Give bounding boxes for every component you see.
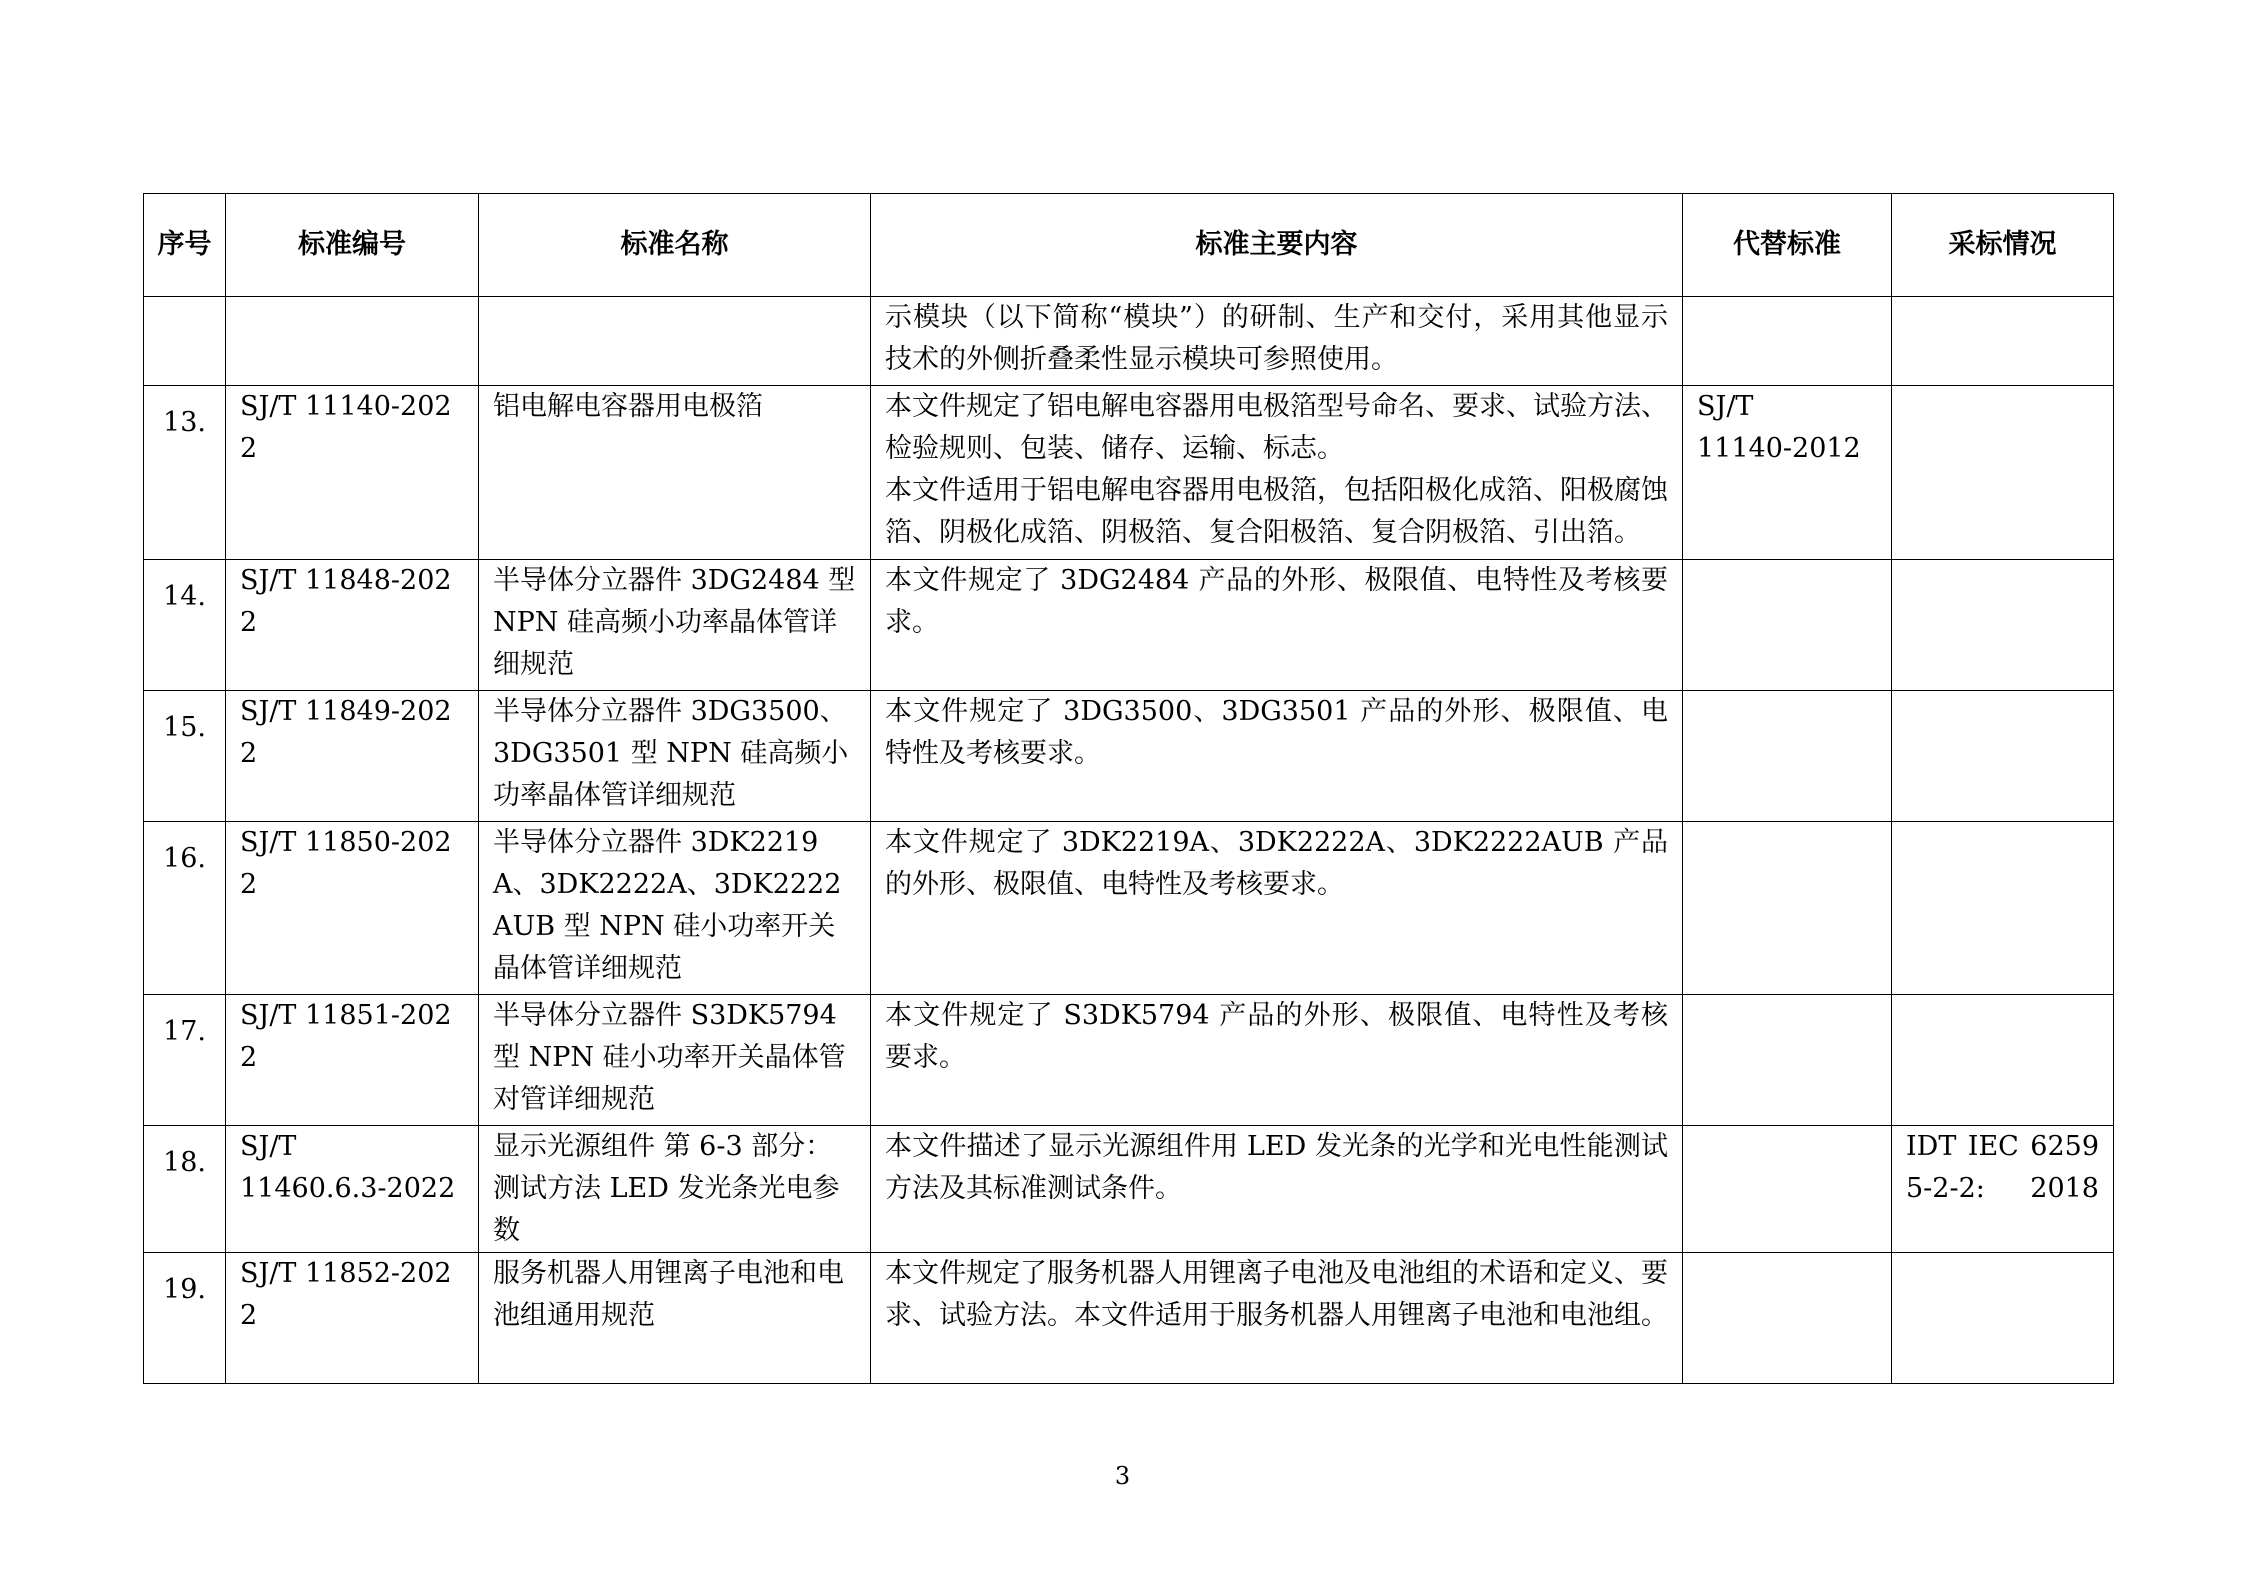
cell-replaces [1683,1253,1892,1384]
table-header-row [144,194,2114,297]
table-row [144,386,2114,560]
cell-name: 半导体分立器件 S3DK5794 型 NPN 硅小功率开关晶体管对管详细规范 [479,995,871,1126]
header-content: 标准主要内容 [871,194,1683,297]
cell-adoption [1892,1253,2114,1384]
standards-table [143,193,2114,1384]
cell-seq: 17. [144,995,226,1126]
cell-code: SJ/T 11460.6.3-2022 [226,1126,479,1253]
cell-seq: 19. [144,1253,226,1384]
cell-code [226,297,479,386]
cell-name: 显示光源组件 第 6-3 部分：测试方法 LED 发光条光电参数 [479,1126,871,1253]
cell-code: SJ/T 11851-2022 [226,995,479,1126]
cell-adoption [1892,297,2114,386]
cell-code: SJ/T 11848-2022 [226,560,479,691]
header-code: 标准编号 [226,194,479,297]
cell-seq: 15. [144,691,226,822]
cell-content: 本文件规定了 S3DK5794 产品的外形、极限值、电特性及考核要求。 [871,995,1683,1126]
cell-adoption [1892,386,2114,560]
page-number: 3 [1114,1462,1131,1490]
table-row [144,822,2114,995]
cell-name: 铝电解电容器用电极箔 [479,386,871,560]
cell-code: SJ/T 11140-2022 [226,386,479,560]
header-seq: 序号 [144,194,226,297]
cell-replaces: SJ/T 11140-2012 [1683,386,1892,560]
cell-replaces [1683,995,1892,1126]
cell-content: 本文件规定了铝电解电容器用电极箔型号命名、要求、试验方法、检验规则、包装、储存、运输、标志。 本文件适用于铝电解电容器用电极箔，包括阳极化成箔、阳极腐蚀箔、阴极化成箔、阴极箔、复合阳极箔、复合阴极箔、引出箔。 [871,386,1683,560]
cell-replaces [1683,691,1892,822]
cell-code: SJ/T 11849-2022 [226,691,479,822]
cell-seq [144,297,226,386]
cell-replaces [1683,1126,1892,1253]
cell-content: 本文件规定了 3DK2219A、3DK2222A、3DK2222AUB 产品的外形、极限值、电特性及考核要求。 [871,822,1683,995]
cell-replaces [1683,822,1892,995]
cell-adoption [1892,822,2114,995]
cell-replaces [1683,560,1892,691]
table-row [144,1126,2114,1253]
cell-name: 服务机器人用锂离子电池和电池组通用规范 [479,1253,871,1384]
cell-code: SJ/T 11852-2022 [226,1253,479,1384]
cell-name: 半导体分立器件 3DG2484 型 NPN 硅高频小功率晶体管详细规范 [479,560,871,691]
cell-seq: 13. [144,386,226,560]
cell-code: SJ/T 11850-2022 [226,822,479,995]
table-row-continuation [144,297,2114,386]
cell-adoption: IDT IEC 62595-2-2: 2018 [1892,1126,2114,1253]
table-row [144,1253,2114,1384]
cell-seq: 16. [144,822,226,995]
cell-content: 本文件规定了 3DG2484 产品的外形、极限值、电特性及考核要求。 [871,560,1683,691]
cell-name: 半导体分立器件 3DG3500、3DG3501 型 NPN 硅高频小功率晶体管详细规范 [479,691,871,822]
cell-seq: 14. [144,560,226,691]
table-row [144,995,2114,1126]
cell-replaces [1683,297,1892,386]
header-adoption: 采标情况 [1892,194,2114,297]
cell-content: 本文件规定了 3DG3500、3DG3501 产品的外形、极限值、电特性及考核要求。 [871,691,1683,822]
cell-adoption [1892,560,2114,691]
table-row [144,691,2114,822]
cell-name [479,297,871,386]
cell-adoption [1892,691,2114,822]
header-replaces: 代替标准 [1683,194,1892,297]
header-name: 标准名称 [479,194,871,297]
cell-seq: 18. [144,1126,226,1253]
cell-name: 半导体分立器件 3DK2219A、3DK2222A、3DK2222AUB 型 NPN 硅小功率开关晶体管详细规范 [479,822,871,995]
cell-content: 示模块（以下简称“模块”）的研制、生产和交付，采用其他显示技术的外侧折叠柔性显示模块可参照使用。 [871,297,1683,386]
cell-content: 本文件规定了服务机器人用锂离子电池及电池组的术语和定义、要求、试验方法。本文件适用于服务机器人用锂离子电池和电池组。 [871,1253,1683,1384]
cell-adoption [1892,995,2114,1126]
table-row [144,560,2114,691]
cell-content: 本文件描述了显示光源组件用 LED 发光条的光学和光电性能测试方法及其标准测试条件。 [871,1126,1683,1253]
